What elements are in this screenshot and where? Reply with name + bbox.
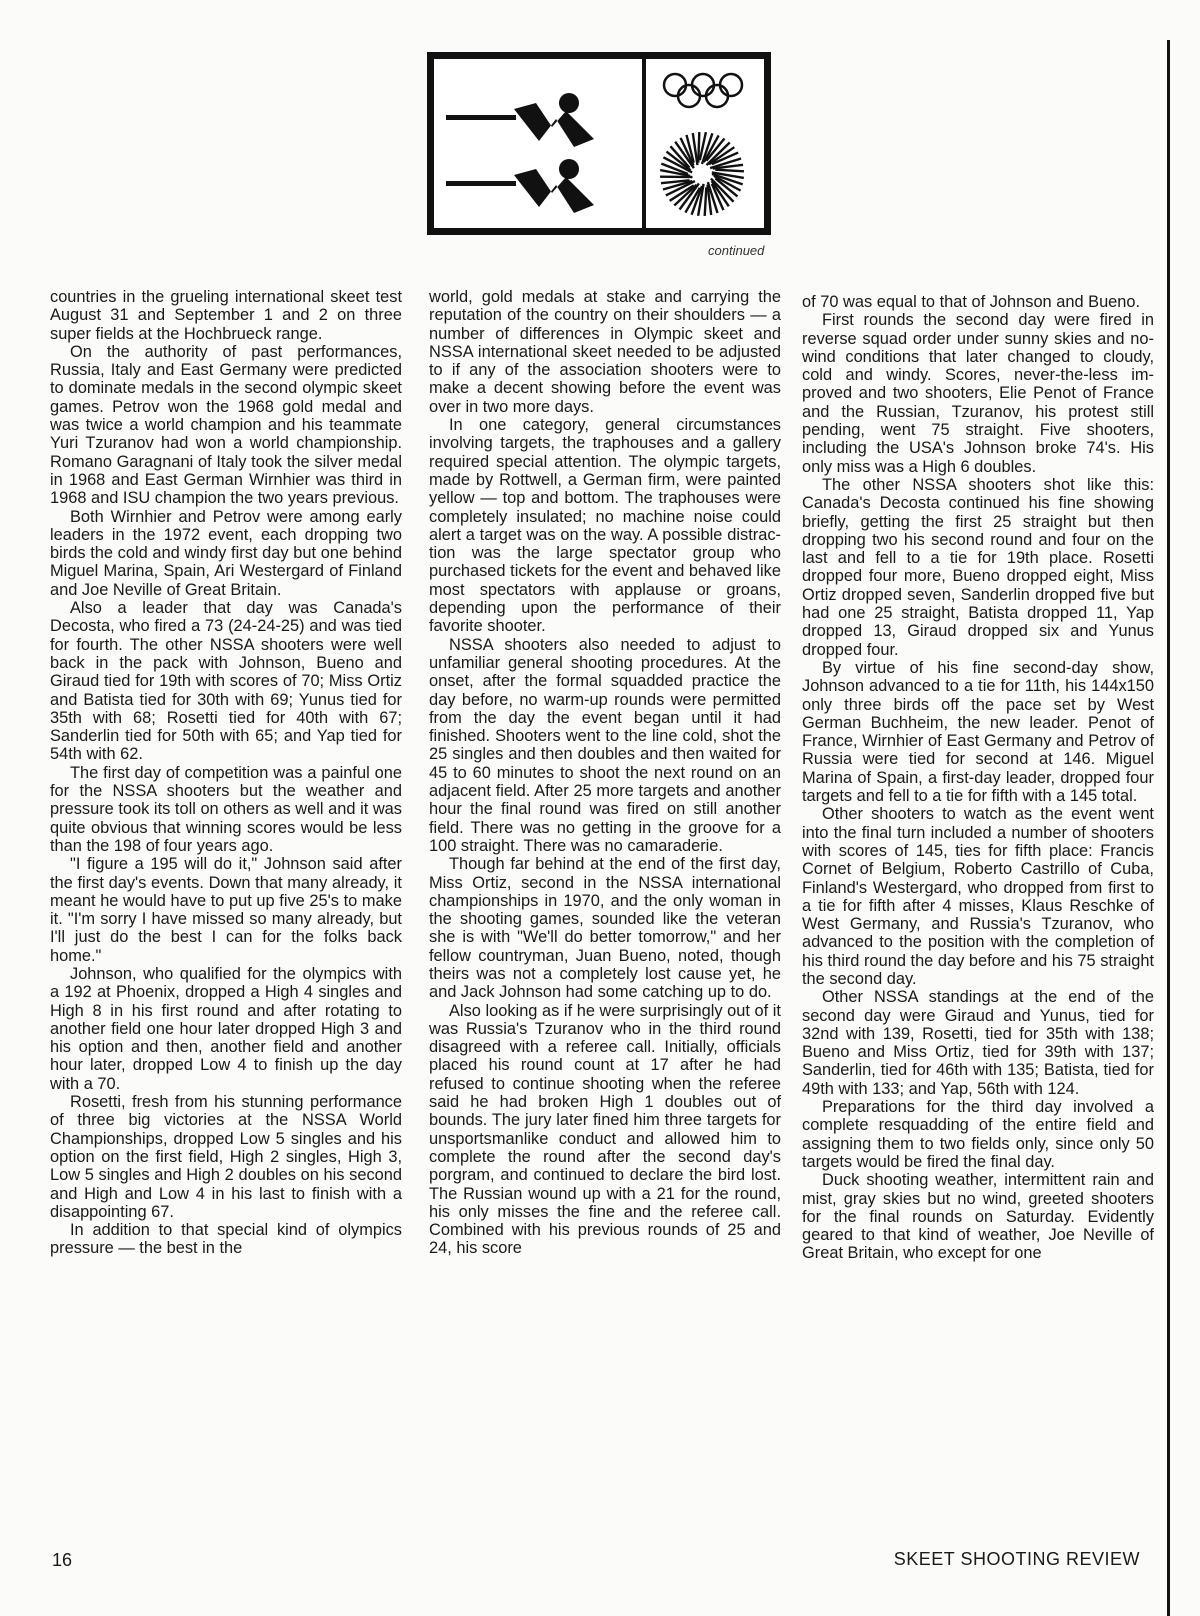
paragraph: First rounds the second day were fired in reverse squad order under sunny skies and no-wind conditions that later changed to cloudy, cold and windy. Scores, never-the-less improved and two shooters, Elie Penot of France and the Russian, Tzuranov, his protest still pending, went 75 straight. Five shooters, including the USA's Johnson broke 74's. His only miss was a High 6 doubles.	[802, 311, 1154, 476]
paragraph: The other NSSA shooters shot like this: Canada's Decosta continued his fine showing briefly, getting the first 25 straight but then dropping two his second round and four on the last and fell to a tie for 19th place. Rosetti dropped four more, Bueno dropped eight, Miss Ortiz dropped seven, Sanderlin dropped five but had one 25 straight, Batista dropped 11, Yap dropped 13, Giraud dropped six and Yunus dropped four.	[802, 475, 1154, 659]
paragraph: "I figure a 195 will do it," Johnson said after the first day's events. Down that many already, it meant he would have to put up five 25's to make it. "I'm sorry I have missed so many already, but I'll just do the best I can for the folks back home."	[50, 855, 402, 965]
paragraph: world, gold medals at stake and carrying the reputation of the country on their shoulders — a number of differences in Olympic skeet and NSSA international skeet needed to be adjusted to if any of the association shooters were to make a decent showing before the event was over in two more days.	[429, 288, 781, 416]
paragraph: By virtue of his fine second-day show, Johnson advanced to a tie for 11th, his 144x150 only three birds off the pace set by West German Buchheim, the new leader. Penot of France, Wirnhier of East Germany and Petrov of Russia were tied for second at 146. Miguel Marina of Spain, a first-day leader, dropped four targets and fell to a tie for fifth with a 145 total.	[802, 658, 1154, 806]
paragraph: Preparations for the third day involved a complete resquadding of the entire field and assigning them to two fields only, since only 50 targets would be fired the final day.	[802, 1098, 1154, 1171]
continued-label: continued	[708, 243, 765, 258]
paragraph: The first day of competition was a painful one for the NSSA shooters but the weather and pressure took its toll on others as well and it was quite obvious that winning scores would be less than the 198 of four years ago.	[50, 763, 402, 855]
munich-sun-emblem-icon	[657, 129, 747, 219]
paragraph: countries in the grueling international skeet test August 31 and September 1 and 2 on three super fields at the Hochbrueck range.	[50, 288, 402, 343]
logo-divider	[642, 59, 646, 228]
page-edge-rule	[1167, 40, 1170, 1616]
paragraph: Also a leader that day was Canada's Decosta, who fired a 73 (24-24-25) and was tied for fourth. The other NSSA shooters were well back in the pack with Johnson, Bueno and Giraud tied for 19th with scores of 70; Miss Ortiz and Batista tied for 30th with 69; Yunus tied for 35th with 68; Rosetti tied for 40th with 67; Sanderlin tied for 50th with 65; and Yap tied for 54th with 62.	[50, 599, 402, 764]
article-column-3	[802, 293, 1154, 1263]
shooter-pictograms-icon	[444, 89, 629, 229]
paragraph: Rosetti, fresh from his stunning performance of three big victories at the NSSA World Championships, dropped Low 5 singles and his option on the first field, High 2 singles, High 3, Low 5 singles and High 2 doubles on his second and High and Low 4 in his last to finish with a disappointing 67.	[50, 1093, 402, 1221]
sun-ray	[705, 187, 707, 216]
sun-ray	[715, 170, 744, 172]
paragraph: On the authority of past performances, Russia, Italy and East Germany were predicted to dominate medals in the second olympic skeet games. Petrov won the 1968 gold medal and was twice a world champion and his teammate Yuri Tzuranov had won a world championship. Romano Garagnani of Italy took the silver medal in 1968 and East German Wirnhier was third in 1968 and ISU champion the two years previous.	[50, 342, 402, 508]
publication-title: SKEET SHOOTING REVIEW	[893, 1549, 1140, 1569]
olympic-rings-icon	[659, 71, 751, 111]
page-number: 16	[52, 1550, 73, 1570]
paragraph: Johnson, who qualified for the olympics with a 192 at Phoenix, dropped a High 4 singles and High 8 in his first round and after rotating to another field one hour later dropped High 3 and his option and then, another field and another hour later, dropped Low 4 to finish up the day with a 70.	[50, 964, 402, 1093]
paragraph: In one category, general circumstances involving targets, the traphouses and a gallery required special attention. The olympic targets, made by Rottwell, a German firm, were painted yellow — top and bottom. The traphouses were completely insulated; no machine noise could alert a target was on the way. A possible distraction was the large spectator group who purchased tickets for the event and behaved like most spectators with applause or groans, depending upon the performance of their favorite shooter.	[429, 416, 781, 636]
article-column-1	[50, 288, 402, 1258]
paragraph: In addition to that special kind of olympics pressure — the best in the	[50, 1221, 402, 1258]
paragraph: Other shooters to watch as the event went into the final turn included a number of shooters with scores of 145, ties for fifth place: Francis Cornet of Belgium, Roberto Castrillo of Cuba, Finland's Westergard, who dropped from first to a tie for fifth after 4 misses, Klaus Reschke of West Germany, and Russia's Tzuranov, who advanced to the position with the completion of his third round the day before and his 75 straight the second day.	[802, 805, 1154, 988]
paragraph: Both Wirnhier and Petrov were among early leaders in the 1972 event, each dropping two birds the cold and windy first day but one behind Miguel Marina, Spain, Ari Westergard of Finland and Joe Neville of Great Britain.	[50, 507, 402, 599]
paragraph: Though far behind at the end of the first day, Miss Ortiz, second in the NSSA international championships in 1970, and the only woman in the shooting games, sounded like the veteran she is with "We'll do better tomorrow," and her fellow countryman, Juan Bueno, noted, though theirs was not a completely lost cause yet, he and Jack Johnson had some catching up to do.	[429, 855, 781, 1002]
olympic-skeet-logo	[427, 52, 771, 235]
paragraph: Also looking as if he were surprisingly out of it was Russia's Tzuranov who in the third round disagreed with a referee call. Initially, officials placed his round count at 17 after he had refused to continue shooting when the referee said he had broken High 1 doubles out of bounds. The jury later fined him three targets for unsportsmanlike conduct and allowed him to complete the round after the second day's porgram, and continued to declare the bird lost. The Russian wound up with a 21 for the round, his only misses the fine and the referee call. Combined with his previous rounds of 25 and 24, his score	[429, 1001, 781, 1258]
paragraph: of 70 was equal to that of Johnson and Bueno.	[802, 293, 1141, 311]
paragraph: NSSA shooters also needed to adjust to unfamiliar general shooting procedures. At the onset, after the formal squadded practice the day before, no warm-up rounds were permitted from the day the event began until it had finished. Shooters went to the line cold, shot the 25 singles and then doubles and then waited for 45 to 60 minutes to shoot the next round on an adjacent field. After 25 more targets and another hour the final round was fired on still another field. There was no getting in the groove for a 100 straight. There was no camaraderie.	[429, 635, 781, 855]
paragraph: Duck shooting weather, intermittent rain and mist, gray skies but no wind, greeted shooters for the final rounds on Saturday. Evidently geared to that kind of weather, Joe Neville of Great Britain, who except for one	[802, 1171, 1154, 1263]
article-column-2	[429, 288, 781, 1258]
paragraph: Other NSSA standings at the end of the second day were Giraud and Yunus, tied for 32nd with 139, Rosetti, tied for 35th with 138; Bueno and Miss Ortiz, tied for 39th with 137; Sanderlin, tied for 46th with 135; Batista, tied for 49th with 133; and Yap, 56th with 124.	[802, 988, 1154, 1098]
